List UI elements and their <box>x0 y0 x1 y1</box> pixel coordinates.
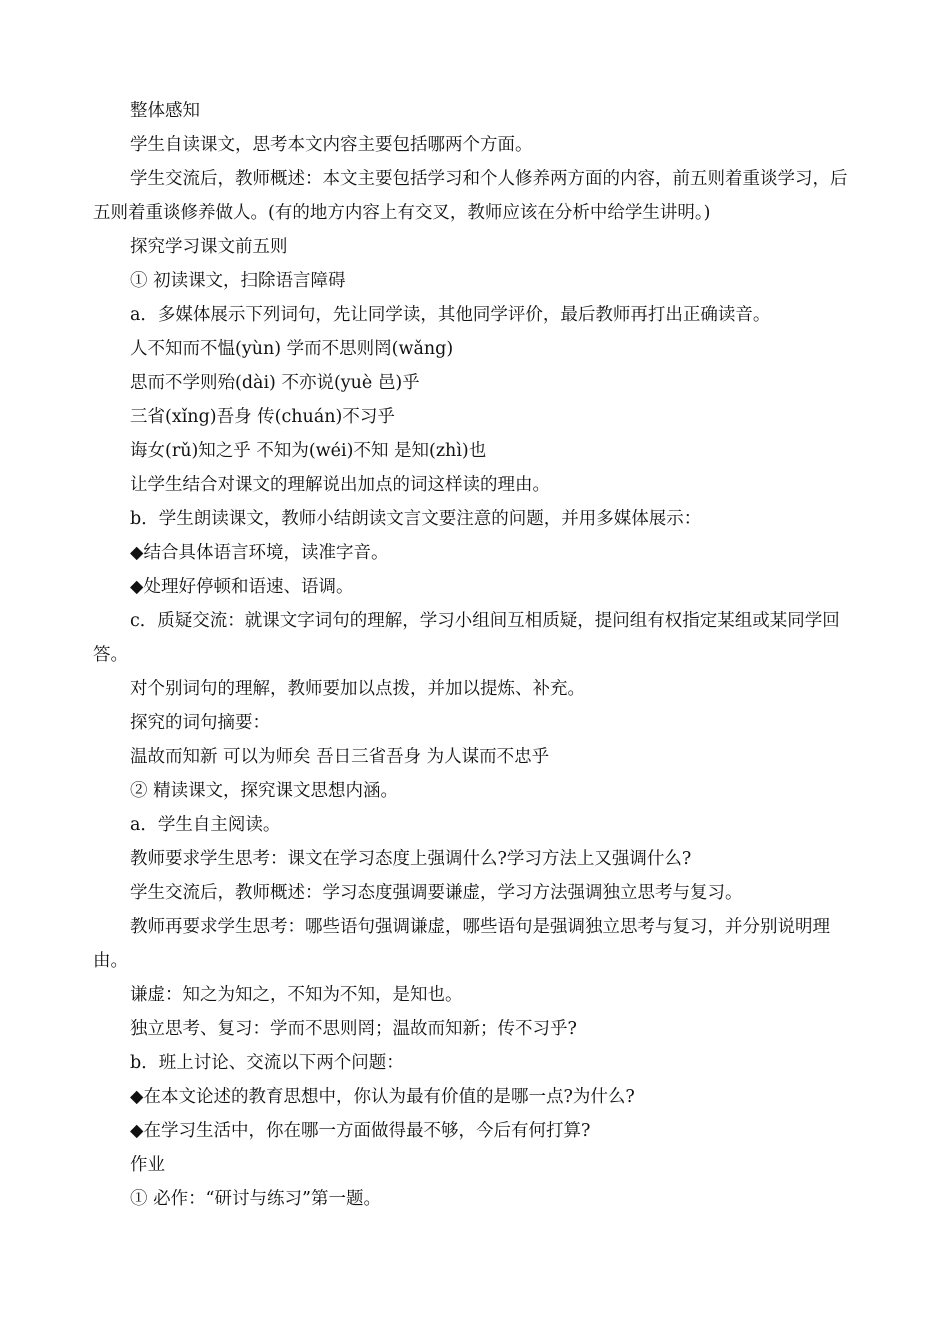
paragraph: 教师要求学生思考：课文在学习态度上强调什么?学习方法上又强调什么? <box>130 849 692 869</box>
pronunciation-line: 三省(xǐng)吾身 传(chuán)不习乎 <box>130 407 395 427</box>
paragraph: a．学生自主阅读。 <box>130 815 281 835</box>
paragraph: 对个别词句的理解，教师要加以点拨，并加以提炼、补充。 <box>130 679 585 699</box>
paragraph: 独立思考、复习：学而不思则罔；温故而知新；传不习乎? <box>130 1019 577 1039</box>
paragraph-heading-explore: 探究学习课文前五则 <box>130 237 288 257</box>
paragraph: 谦虚：知之为知之，不知为不知，是知也。 <box>130 985 463 1005</box>
pronunciation-line: 人不知而不愠(yùn) 学而不思则罔(wǎng) <box>130 339 454 359</box>
paragraph: a．多媒体展示下列词句，先让同学读，其他同学评价，最后教师再打出正确读音。 <box>130 305 771 325</box>
paragraph: 学生交流后，教师概述：本文主要包括学习和个人修养两方面的内容，前五则着重谈学习，后五则着重谈修养做人。(有的地方内容上有交叉，教师应该在分析中给学生讲明。) <box>93 169 848 223</box>
paragraph: 学生自读课文，思考本文内容主要包括哪两个方面。 <box>130 135 533 155</box>
paragraph-heading-overview: 整体感知 <box>130 101 200 121</box>
bullet-item: ◆在本文论述的教育思想中，你认为最有价值的是哪一点?为什么? <box>130 1087 635 1107</box>
document-page <box>93 94 863 1216</box>
paragraph: 教师再要求学生思考：哪些语句强调谦虚，哪些语句是强调独立思考与复习，并分别说明理由。 <box>93 917 830 971</box>
pronunciation-line: 诲女(rǔ)知之乎 不知为(wéi)不知 是知(zhì)也 <box>130 441 487 461</box>
paragraph: c．质疑交流：就课文字词句的理解，学习小组间互相质疑，提问组有权指定某组或某同学回答。 <box>93 611 840 665</box>
paragraph: ① 必作：“研讨与练习”第一题。 <box>130 1189 381 1209</box>
paragraph: 探究的词句摘要： <box>130 713 270 733</box>
paragraph: ② 精读课文，探究课文思想内涵。 <box>130 781 399 801</box>
paragraph-heading-homework: 作业 <box>130 1155 165 1175</box>
paragraph: 温故而知新 可以为师矣 吾日三省吾身 为人谋而不忠乎 <box>130 747 550 767</box>
paragraph: b．班上讨论、交流以下两个问题： <box>130 1053 404 1073</box>
bullet-item: ◆处理好停顿和语速、语调。 <box>130 577 354 597</box>
paragraph: ① 初读课文，扫除语言障碍 <box>130 271 346 291</box>
paragraph: 让学生结合对课文的理解说出加点的词这样读的理由。 <box>130 475 550 495</box>
pronunciation-line: 思而不学则殆(dài) 不亦说(yuè 邑)乎 <box>130 373 420 393</box>
bullet-item: ◆在学习生活中，你在哪一方面做得最不够，今后有何打算? <box>130 1121 591 1141</box>
bullet-item: ◆结合具体语言环境，读准字音。 <box>130 543 389 563</box>
paragraph: b．学生朗读课文，教师小结朗读文言文要注意的问题，并用多媒体展示： <box>130 509 702 529</box>
paragraph: 学生交流后，教师概述：学习态度强调要谦虚，学习方法强调独立思考与复习。 <box>130 883 743 903</box>
